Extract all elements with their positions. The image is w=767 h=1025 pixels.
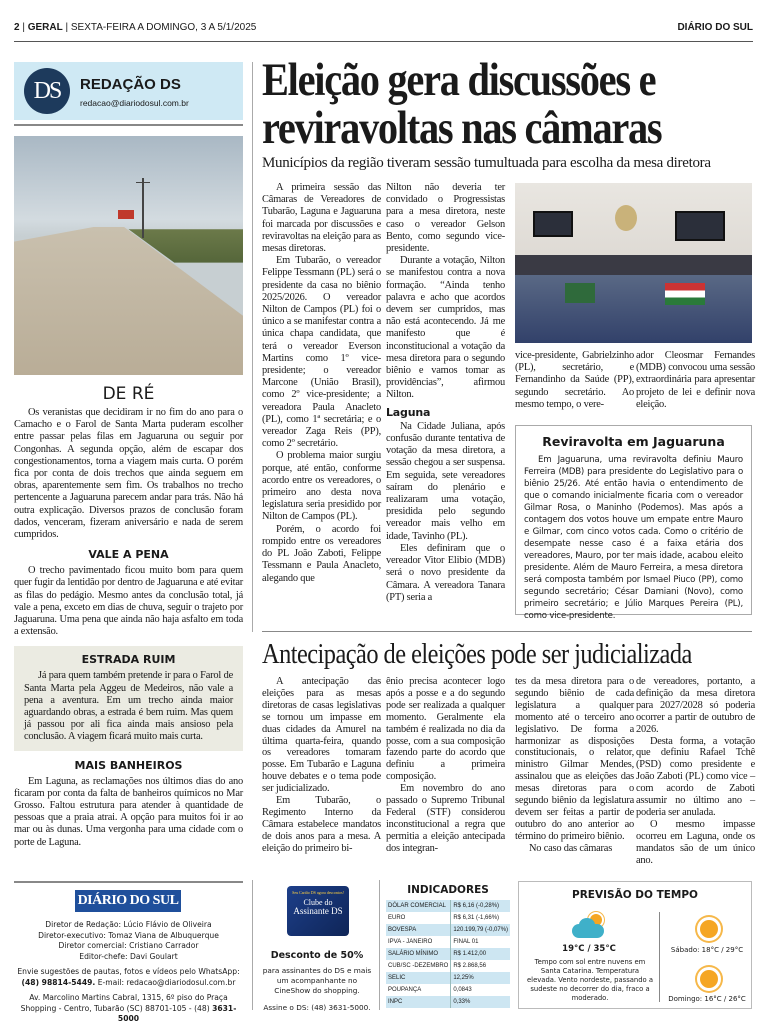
article1-col1: A primeira sessão das Câmaras de Vereadores de Tubarão, Laguna e Jaguaruna foi marcada por discussões e reviravoltas na eleição para as mesas diretoras. Em Tubarão, o vereador Felippe Tessmann (PL) será o presidente da casa no biênio 2025/2026. O vereador Nilton de Campos (PL) foi o único a se manifestar contra a única chapa candidata, que terá o vereador Everson Martins como 1º vice-presidente; o vereador Marcone (União Brasil), como 2º vice-presidente; a vereadora Paula Anacleto (PL), como 1ª secretária; e o vereador Zaga Reis (PP), como 2º secretário. O problema maior surgiu porque, até então, conforme acordo entre os vereadores, o primeiro ano desta nova legislatura seria presidido por Nilton de Campos (PL). Porém, o acordo foi rompido entre os vereadores do PL João Zaboti, Felippe Tessmann e Paula Anacleto, alegando que <box>262 182 381 584</box>
ruim-text: Já para quem também pretende ir para o Farol de Santa Marta pela Aggeu de Medeiros, não vale a pena a aventura. Em um trecho ainda maior aguardando obras, a estrada é bem ruim. Mas quem já passou por ali fica ainda mais ansioso pela conclusão. A viagem ficará muito mais curta. <box>24 670 233 743</box>
table-row: CUB/SC -DEZEMBRO R$ 2.868,56 <box>386 960 510 972</box>
redacao-title: REDAÇÃO DS <box>80 76 181 93</box>
divider <box>14 124 243 126</box>
page-header <box>14 22 753 42</box>
indicadores-table <box>386 900 510 1008</box>
sun-icon <box>700 920 718 938</box>
header-brand: DIÁRIO DO SUL <box>677 22 753 33</box>
divider <box>379 880 380 1010</box>
article2-col2: ênio precisa acontecer logo após a posse e a do segundo pode ser realizada a qualquer momento. Geralmente ela também é realizada no dia da posse, com a sua composição fazendo parte do acordo que definiu a primeira composição. Em novembro do ano passado o Supremo Tribunal Federal (STF) considerou inconstitucional a regra que permitia a eleição antecipada dos integran- <box>386 676 505 854</box>
promo-text: para assinantes do DS e mais um acompanhante no CineShow do shopping. <box>262 966 372 995</box>
header-left: 2 | GERAL | SEXTA-FEIRA A DOMINGO, 3 A 5/1/2025 <box>14 22 257 33</box>
redacao-box <box>14 62 243 120</box>
promo-contact: Assine o DS: (48) 3631-5000. <box>263 1003 371 1012</box>
article1-headline: Eleição gera discussões e reviravoltas nas câmaras <box>262 54 662 154</box>
reviravolta-box <box>515 425 752 621</box>
road-photo <box>14 136 243 375</box>
subhead-laguna: Laguna <box>386 405 431 419</box>
weather-sunday: Domingo: 16°C / 26°C <box>668 995 746 1003</box>
article2-col1: A antecipação das eleições para as mesas diretoras de casas legislativas se tornou um impasse em duas cidades da Amurel na última quarta-feira, quando os vereadores tomaram posse. Em Tubarão e Laguna houve debates e o tema pode ser judicializado. Em Tubarão, o Regimento Interno da Câmara estabelece mandatos de dois anos para a mesa. A eleição do primeiro bi- <box>262 676 381 854</box>
redacao-email[interactable]: redacao@diariodosul.com.br <box>80 98 189 108</box>
credits: Diretor de Redação: Lúcio Flávio de Oliveira Diretor-executivo: Tomaz Viana de Albuquerque Diretor comercial: Cristiano Carrador Editor-chefe: Davi Goulart Envie sugestões de pautas, fotos e vídeos pelo WhatsApp: (48) 98814-5449. E-mail: redacao@diariodosul.com.br Av. Marcolino Martins Cabral, 1315, 6º piso do Praça Shopping - Centro, Tubarão (SC) 88701-105 - (48) 3631-5000 <box>17 920 240 1023</box>
article2-col4: de vereadores, portanto, a definição da mesa diretora para 2027/2028 só poderia ocorrer a partir de outubro de 2026. Desta forma, a votação que definiu Rafael Tchê (PSD) como presidente e João Zaboti (PL) como vice – com acordo de Zaboti assumir no último ano – poderia ser anulada. O mesmo impasse ocorreu em Laguna, onde os mandatos são de um único ano. <box>636 676 755 866</box>
column-divider <box>252 62 253 632</box>
promo-title: Desconto de 50% <box>270 950 364 961</box>
table-row: SELIC 12,25% <box>386 972 510 984</box>
weather-title: PREVISÃO DO TEMPO <box>572 889 698 901</box>
divider <box>252 880 253 1010</box>
article1-subtitle: Municípios da região tiveram sessão tumultuada para escolha da mesa diretora <box>262 155 711 171</box>
article1-col4: ador Cleosmar Fernandes (MDB) convocou uma sessão extraordinária para apresentar projeto de lei e definir nova eleição. <box>636 350 755 410</box>
vale-text: O trecho pavimentado ficou muito bom para quem quer fugir da lentidão por dentro de Jaguaruna e até evitar as filas do pedágio. Mesmo antes da conclusão total, já vale a pena, exceto em dias de chuva, seguir o trajeto por Jaguaruna. Uma pena que ainda não haja asfalto em toda a extensão. <box>14 565 243 638</box>
de-re-text: Os veranistas que decidiram ir no fim do ano para o Camacho e o Farol de Santa Marta puderam escolher entre passar pelas filas em Jaguaruna ou seguir por Congonhas. A segunda opção, além de escapar dos congestionamentos, torna a viagem mais curta. O porém fica por conta de dois trechos que ainda seguem em obras, aparentemente sem fim. Os trabalhos no trecho pertencente a Jaguaruna parecem andar para trás. Não há outra explicação. Diversos prazos de conclusão foram dados, venceram, fizeram aniversário e nada de serem cumpridos. <box>14 407 243 541</box>
article2-headline: Antecipação de eleições pode ser judicializada <box>262 639 692 670</box>
article1-col3: vice-presidente, Gabrielzinho (PL), secretário, e Fernandinho da Saúde (PP), segundo secretário. Ao mesmo tempo, o vere- <box>515 350 634 410</box>
table-row: INPC 0,33% <box>386 996 510 1008</box>
table-row: IPVA - JANEIRO FINAL 01 <box>386 936 510 948</box>
reviravolta-text: Em Jaguaruna, uma reviravolta definiu Mauro Ferreira (MDB) para presidente do Legislativo para o biênio 25/26. Até então havia o entendimento de que o comando inicialmente ficaria com o vereador Gilmar Rosa, o Maninho (Podemos). Mas após a contagem dos votos houve um empate entre Mauro e Gilmar, com cinco votos cada. Como o critério de desempate nesse caso é a faixa etária dos vereadores, Mauro, por ter mais idade, acabou eleito presidente. Além de Mauro Ferreira, a mesa diretora será composta também por Ismael Piuco (PP), como segundo secretário; César Damiani (Novo), como primeiro secretário; e Júlio Marques Pereira (PL), como vice-presidente. <box>524 455 743 621</box>
article1-col2: Nilton não deveria ter convidado o Progressistas para a mesa diretora, neste caso o vereador Gelson Bento, como segundo vice-presidente. Durante a votação, Nilton se manifestou contra a nova formação. “Ainda tenho palavra e acho que acordos devem ser cumpridos, mas não está acontecendo. Já me manifesto que é inconstitucional a votação da mesa diretora para o segundo biênio e vamos tomar as providências”, afirmou Nilton. Laguna Na Cidade Juliana, após confusão durante tentativa de votação da mesa diretora, a sessão chegou a ser suspensa. Em seguida, sete vereadores saíram do plenário e realizaram uma votação, presidida pelo segundo vereador mais velho em idade, Tavinho (PL). Eles definiram que o vereador Vitor Elibio (MDB) será o novo presidente da Câmara. A vereadora Tanara (PT) seria a <box>386 182 505 603</box>
chamber-photo <box>515 183 752 343</box>
left-column <box>14 384 243 849</box>
de-re-title: DE RÉ <box>102 384 155 404</box>
table-row: SALÁRIO MÍNIMO R$ 1.412,00 <box>386 948 510 960</box>
sun-icon <box>700 970 718 988</box>
vale-title: VALE A PENA <box>88 548 169 562</box>
weather-today: 19°C / 35°C <box>562 944 616 954</box>
weather-saturday: Sábado: 18°C / 29°C <box>670 946 744 954</box>
indicadores-title: INDICADORES <box>407 884 489 896</box>
weather-box <box>518 881 752 1009</box>
table-row: EURO R$ 6,31 (-1,66%) <box>386 912 510 924</box>
estrada-ruim-box <box>14 646 243 750</box>
banheiros-title: MAIS BANHEIROS <box>74 758 183 772</box>
reviravolta-title: Reviravolta em Jaguaruna <box>542 434 725 449</box>
divider <box>14 881 243 883</box>
clube-assinante-card: Seu Cartão DS agora descontos! Clube do Assinante DS <box>287 886 349 936</box>
weather-desc: Tempo com sol entre nuvens em Santa Catarina. Temperatura elevada. Vento nordeste, passando a sudeste no decorrer do dia, fraco a moderado. <box>527 958 654 1002</box>
table-row: BOVESPA 120.199,79 (-0,07%) <box>386 924 510 936</box>
diario-do-sul-logo: DIÁRIO DO SUL <box>75 890 181 912</box>
partly-cloudy-icon <box>572 912 608 940</box>
divider <box>262 631 752 632</box>
ruim-title: ESTRADA RUIM <box>81 653 176 667</box>
table-row: DÓLAR COMERCIAL R$ 6,16 (-0,28%) <box>386 900 510 912</box>
indicadores <box>386 884 512 1008</box>
banheiros-text: Em Laguna, as reclamações nos últimos dias do ano ficaram por conta da falta de banheiros químicos no Mar Grosso. Faltou estrutura para atender à quantidade de pessoas que a praia atrai. A opção para muitos foi ir ao mar ou às dunas. Uma vergonha para uma cidade com o porte de Laguna. <box>14 775 243 848</box>
article2-col3: tes da mesa diretora para o segundo biênio de cada legislatura a qualquer momento até o terceiro ano legislativo. De forma a harmonizar as disposições constitucionais, o relator, ministro Gilmar Mendes, assinalou que as eleições das mesas diretoras para o segundo biênio da legislatura devem ser feitas a partir de outubro do ano anterior ao término do primeiro biênio. No caso das câmaras <box>515 676 634 854</box>
table-row: POUPANÇA 0,0843 <box>386 984 510 996</box>
ds-logo: DS <box>24 68 70 114</box>
